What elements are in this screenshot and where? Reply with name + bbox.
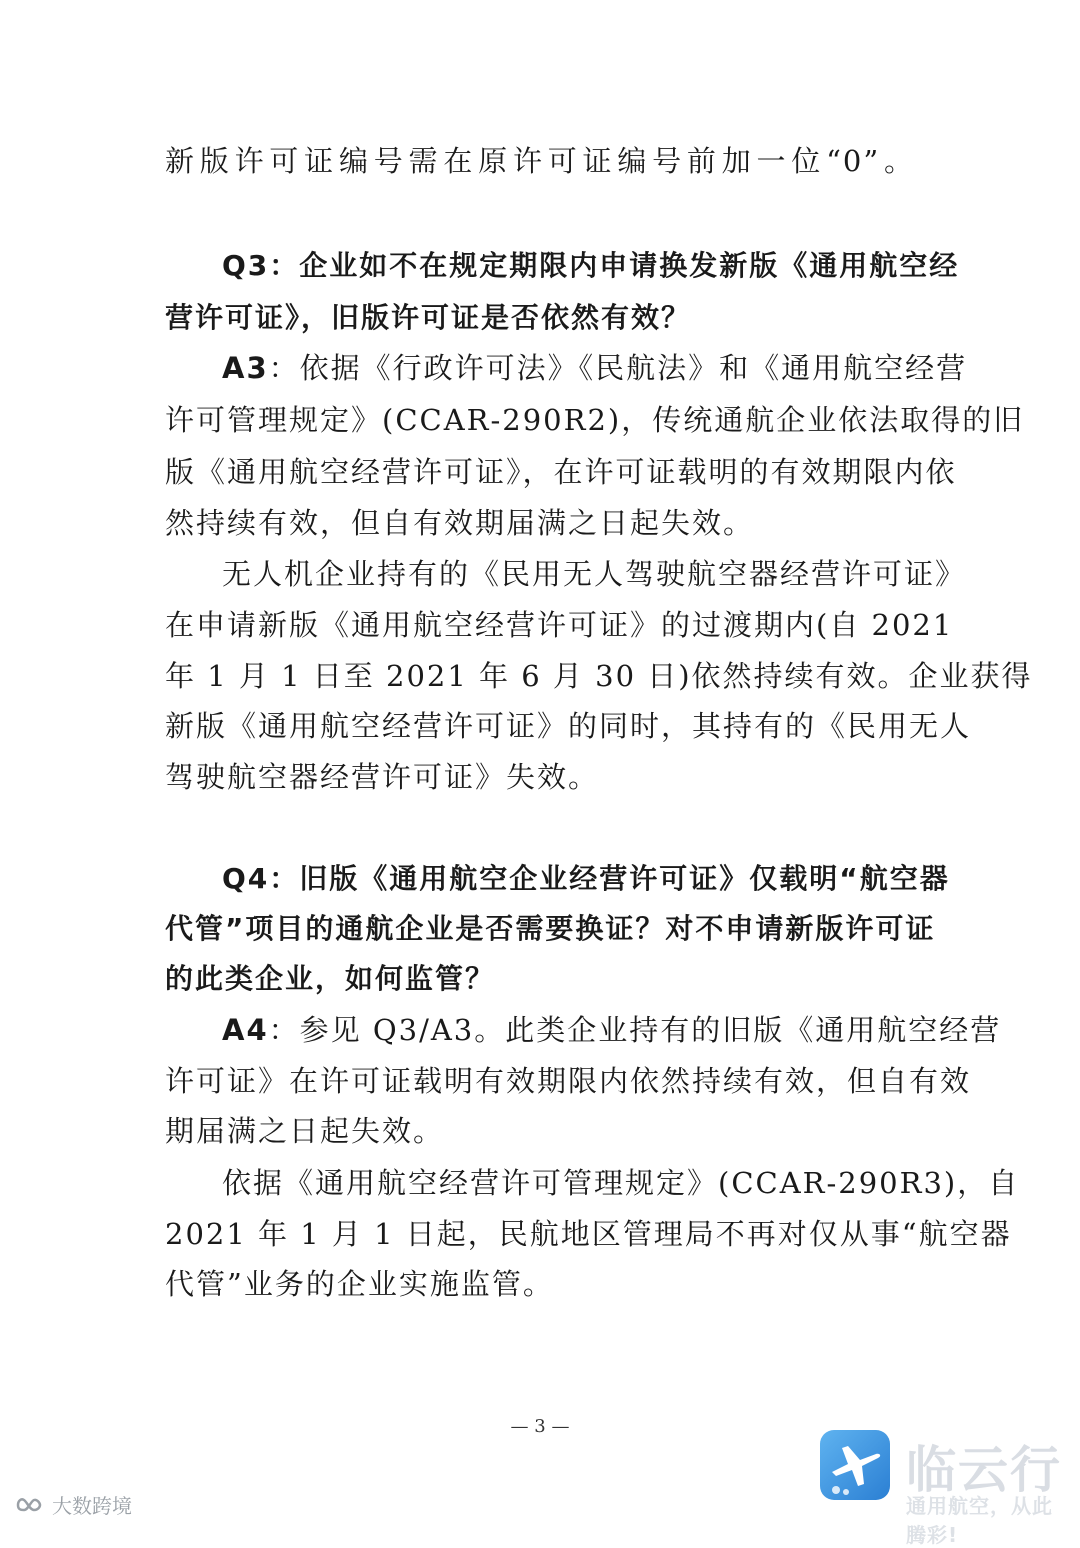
q3-question-line-2: 营许可证》，旧版许可证是否依然有效？ xyxy=(165,301,692,334)
q4-para2-line-1: 依据《通用航空经营许可管理规定》(CCAR-290R3)，自 xyxy=(222,1166,1020,1200)
brand-watermark xyxy=(820,1430,1070,1547)
q3-para2-line-3: 年 1 月 1 日至 2021 年 6 月 30 日)依然持续有效。企业获得 xyxy=(165,659,1033,693)
intro-paragraph: 新版许可证编号需在原许可证编号前加一位“0”。 xyxy=(165,144,915,178)
q4-para2-line-2: 2021 年 1 月 1 日起，民航地区管理局不再对仅从事“航空器 xyxy=(165,1217,1012,1251)
a3-label: A3 xyxy=(222,351,269,385)
q3-para2-line-1: 无人机企业持有的《民用无人驾驶航空器经营许可证》 xyxy=(222,557,967,591)
infinity-logo-icon xyxy=(8,1494,46,1516)
q3-question-line-1: Q3：企业如不在规定期限内申请换发新版《通用航空经 xyxy=(222,249,960,282)
left-watermark xyxy=(8,1490,132,1519)
a3-line-1 xyxy=(222,342,968,394)
a4-text: ：参见 Q3/A3。此类企业持有的旧版《通用航空经营 xyxy=(268,1013,1002,1047)
q3-para2-line-5: 驾驶航空器经营许可证》失效。 xyxy=(165,760,600,794)
airplane-logo-icon xyxy=(820,1430,890,1500)
a3-text: ：依据《行政许可法》《民航法》和《通用航空经营 xyxy=(268,351,968,385)
a3-line-2: 许可管理规定》(CCAR-290R2)，传统通航企业依法取得的旧 xyxy=(165,403,1025,437)
a3-line-3: 版《通用航空经营许可证》，在许可证载明的有效期限内依 xyxy=(165,455,957,489)
q4-question-line-1: Q4：旧版《通用航空企业经营许可证》仅载明“航空器 xyxy=(222,862,950,895)
brand-slogan: 通用航空，从此腾彩! xyxy=(906,1494,1053,1547)
brand-name: 临云行 xyxy=(906,1441,1062,1499)
q4-question-line-3: 的此类企业，如何监管？ xyxy=(165,962,496,995)
q4-para2-line-3: 代管”业务的企业实施监管。 xyxy=(165,1267,554,1301)
a4-line-1 xyxy=(222,1004,1002,1056)
a4-line-3: 期届满之日起失效。 xyxy=(165,1114,445,1148)
q3-para2-line-4: 新版《通用航空经营许可证》的同时，其持有的《民用无人 xyxy=(165,709,972,743)
a4-label: A4 xyxy=(222,1013,269,1047)
a4-line-2: 许可证》在许可证载明有效期限内依然持续有效，但自有效 xyxy=(165,1064,972,1098)
q4-question-line-2: 代管”项目的通航企业是否需要换证？对不申请新版许可证 xyxy=(165,912,936,945)
left-watermark-text: 大数跨境 xyxy=(52,1494,132,1518)
a3-line-4: 然持续有效，但自有效期届满之日起失效。 xyxy=(165,506,755,540)
page-number: — 3 — xyxy=(510,1416,570,1437)
q3-para2-line-2: 在申请新版《通用航空经营许可证》的过渡期内(自 2021 xyxy=(165,608,954,642)
